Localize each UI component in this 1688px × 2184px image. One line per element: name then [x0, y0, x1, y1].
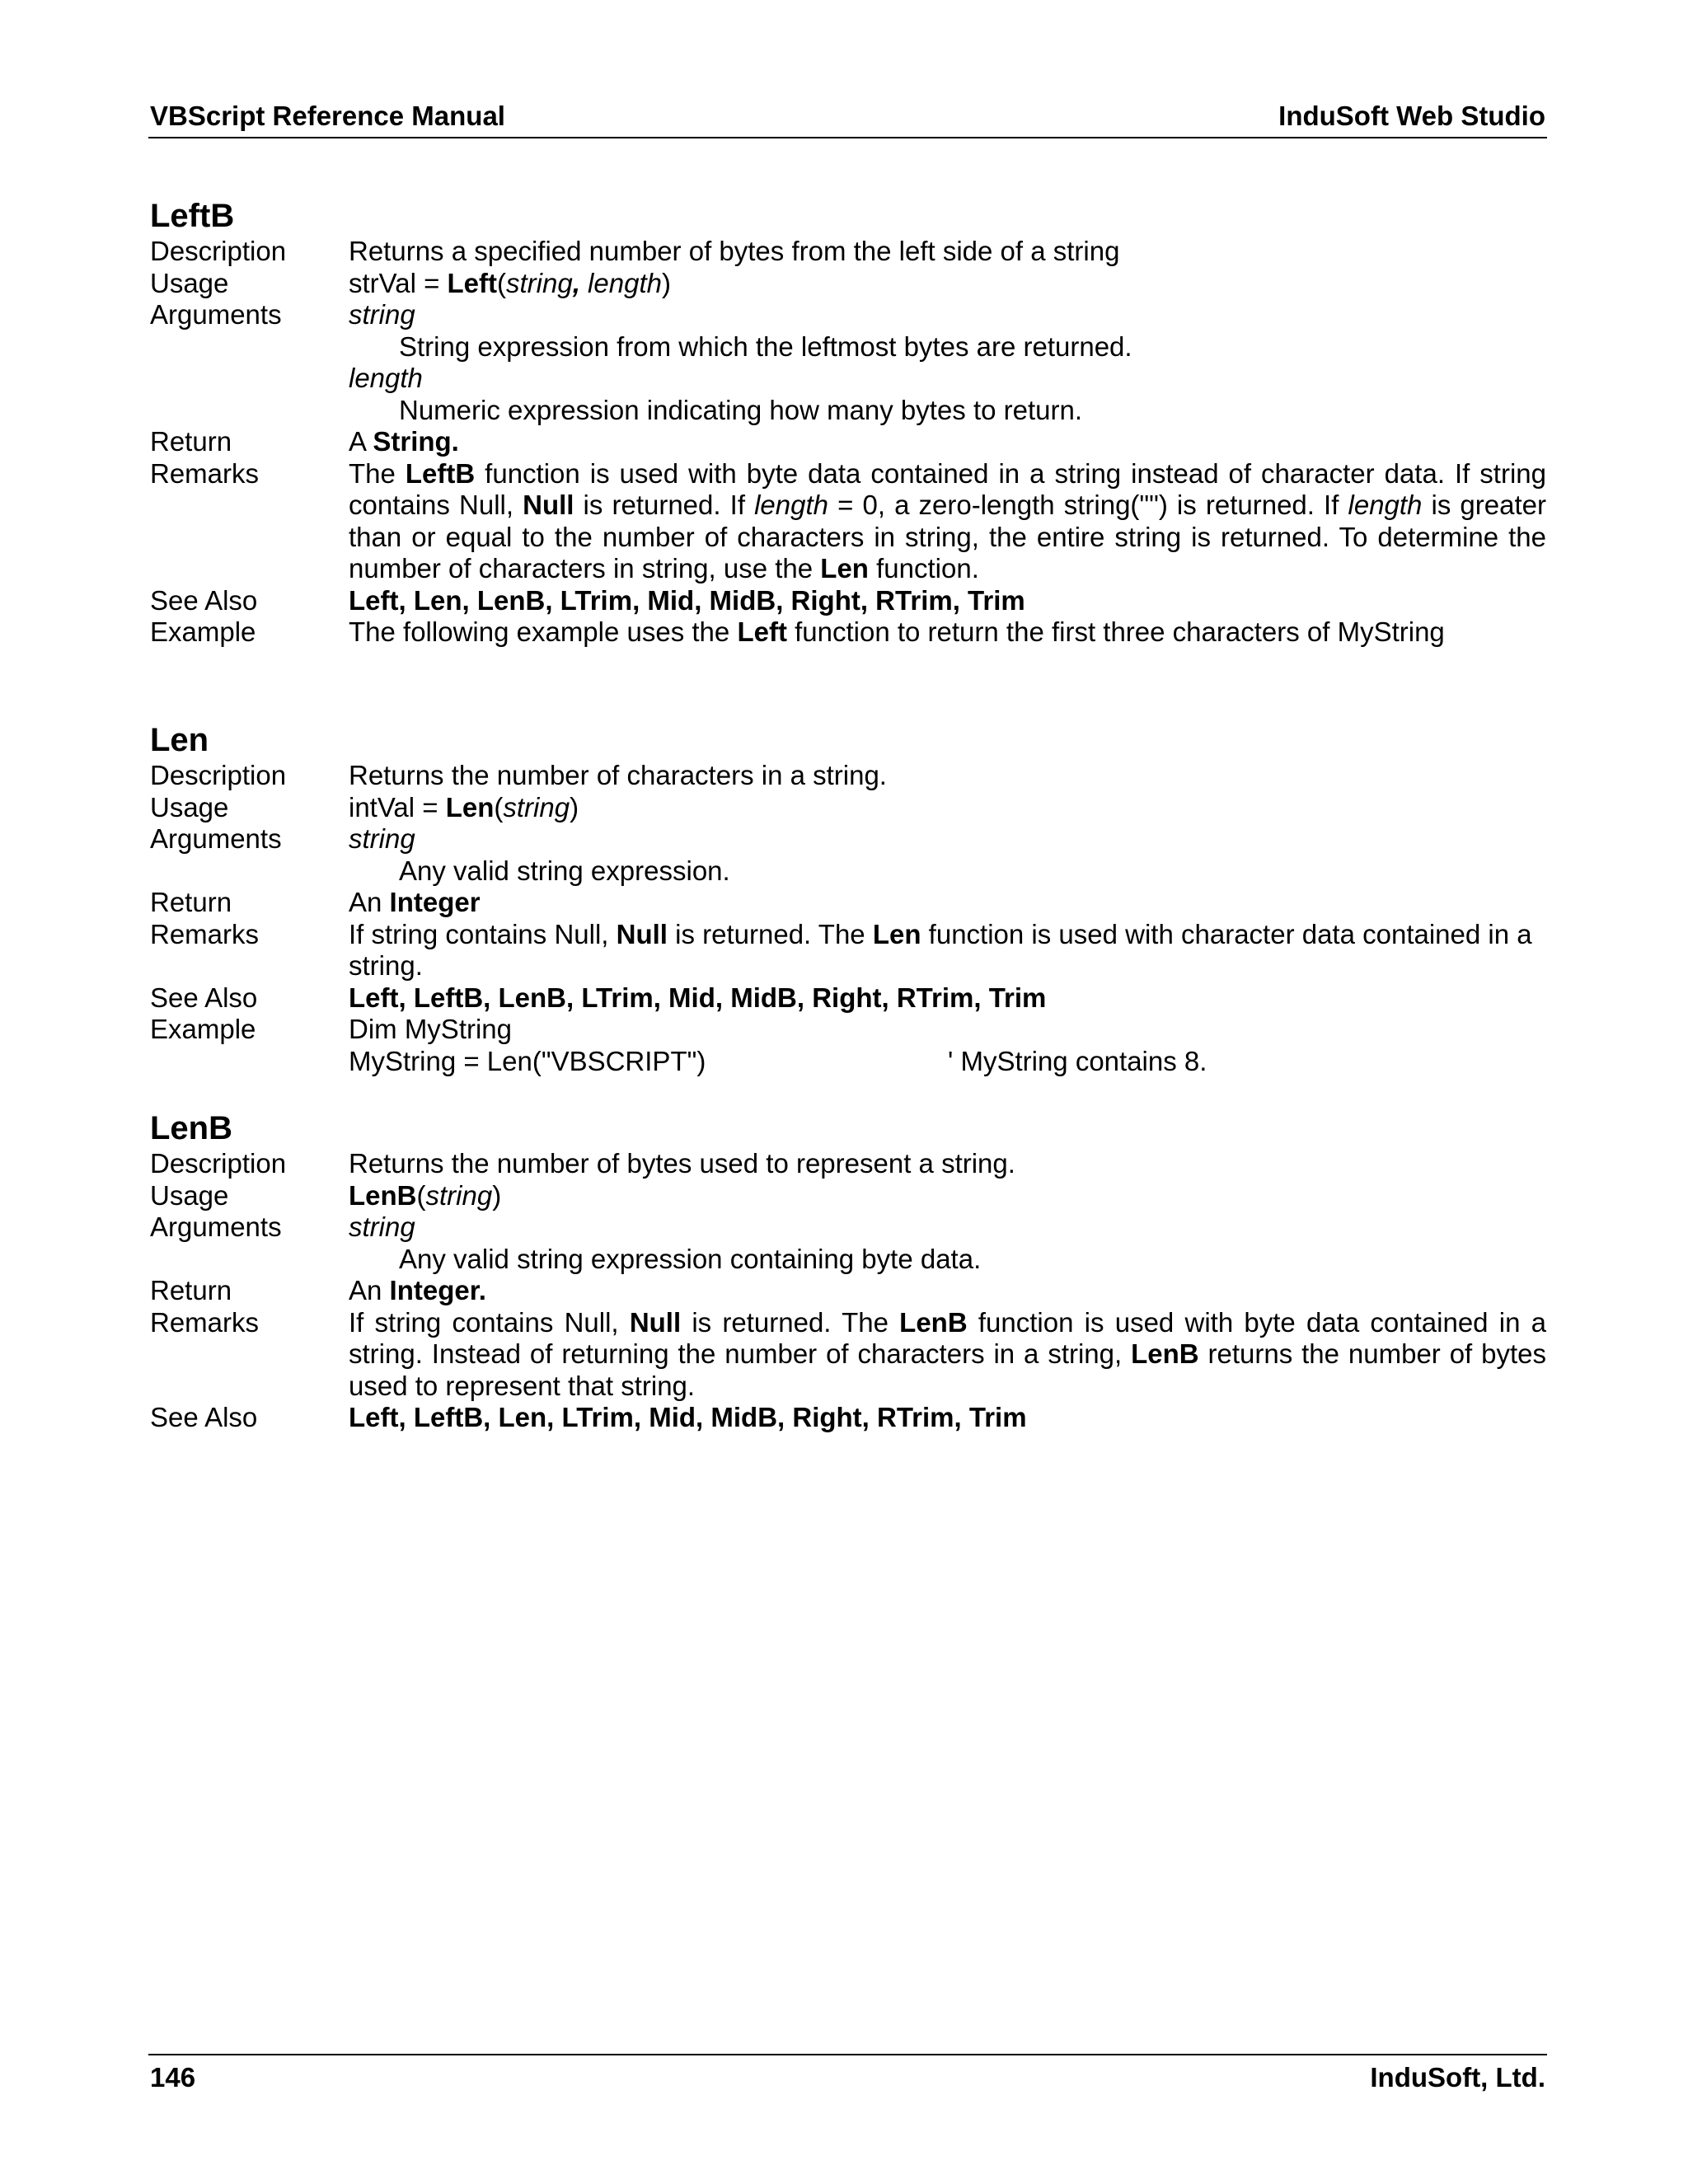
see-also-row: [150, 585, 1546, 617]
see-also-row: [150, 1402, 1546, 1434]
page-header: [148, 97, 1547, 138]
page-number: 146: [150, 2062, 196, 2093]
argument-description: Numeric expression indicating how many bytes to return.: [399, 394, 1083, 425]
return-row: [150, 887, 1546, 919]
argument-name: string: [349, 1212, 415, 1242]
argument-description: Any valid string expression.: [399, 855, 730, 886]
remarks-text: If string contains Null, Null is returned. The Len function is used with character data contained in a string.: [349, 918, 1532, 981]
description-text: Returns the number of characters in a string.: [349, 760, 887, 790]
header-product-name: InduSoft Web Studio: [1278, 101, 1545, 131]
arguments-row: [150, 299, 1546, 426]
section-lenb: [150, 1108, 1546, 1434]
usage-text: intVal = Len(string): [349, 791, 579, 823]
example-code: [349, 1014, 1546, 1077]
field-label: Remarks: [150, 457, 260, 489]
description-text: Returns the number of bytes used to represent a string.: [349, 1148, 1015, 1179]
field-label: Description: [150, 760, 287, 790]
arguments-row: [150, 1212, 1546, 1275]
code-line: [349, 1046, 1546, 1078]
return-text: An Integer: [349, 887, 481, 917]
field-label: See Also: [150, 982, 258, 1013]
argument-name: string: [349, 823, 415, 854]
field-label: Arguments: [150, 299, 282, 330]
return-text: An Integer.: [349, 1275, 486, 1305]
usage-text: LenB(string): [349, 1179, 502, 1211]
description-row: [150, 760, 1546, 792]
field-label: Description: [150, 236, 287, 266]
footer-company: InduSoft, Ltd.: [1370, 2062, 1545, 2093]
section-len: [150, 720, 1546, 1077]
argument-name: string: [349, 299, 415, 330]
usage-row: [150, 1180, 1546, 1212]
field-label: Usage: [150, 791, 229, 823]
remarks-row: [150, 919, 1546, 982]
code-statement: MyString = Len("VBSCRIPT"): [349, 1045, 706, 1076]
page-footer: [148, 2054, 1547, 2093]
see-also-links: Left, LeftB, LenB, LTrim, Mid, MidB, Right, RTrim, Trim: [349, 982, 1047, 1013]
argument-description: String expression from which the leftmost bytes are returned.: [399, 330, 1132, 362]
field-label: See Also: [150, 1402, 258, 1432]
code-comment: ' MyString contains 8.: [948, 1045, 1207, 1076]
remarks-row: [150, 458, 1546, 585]
arguments-row: [150, 823, 1546, 887]
field-label: Usage: [150, 1179, 229, 1211]
remarks-text: The LeftB function is used with byte data contained in a string instead of character data. If string contains Null, Null is returned. If length = 0, a zero-length string("") is returned. If length is greater than or equal to the number of characters in string, the entire string is returned. To determine the number of characters in string, use the Len function.: [349, 457, 1546, 583]
usage-row: [150, 268, 1546, 300]
example-row: [150, 1014, 1546, 1077]
return-row: [150, 426, 1546, 458]
argument-description: Any valid string expression containing byte data.: [399, 1243, 982, 1274]
description-row: [150, 1148, 1546, 1180]
description-text: Returns a specified number of bytes from the left side of a string: [349, 236, 1120, 266]
field-label: Remarks: [150, 918, 260, 949]
field-label: Example: [150, 1014, 256, 1044]
see-also-links: Left, Len, LenB, LTrim, Mid, MidB, Right, RTrim, Trim: [349, 584, 1025, 616]
arguments-list: [349, 823, 1546, 887]
return-row: [150, 1275, 1546, 1307]
remarks-text: If string contains Null, Null is returned. The LenB function is used with byte data contained in a string. Instead of returning the number of characters in a string, LenB returns the number of bytes used to represent that string.: [349, 1306, 1546, 1401]
section-title: LenB: [150, 1110, 232, 1146]
see-also-links: Left, LeftB, Len, LTrim, Mid, MidB, Right, RTrim, Trim: [349, 1402, 1027, 1432]
header-manual-title: VBScript Reference Manual: [150, 101, 505, 131]
usage-text: strVal = Left(string, length): [349, 267, 671, 298]
arguments-list: [349, 299, 1546, 426]
argument-name: length: [349, 363, 423, 393]
field-label: Usage: [150, 267, 229, 298]
example-row: [150, 616, 1546, 649]
field-label: Remarks: [150, 1306, 260, 1338]
description-row: [150, 236, 1546, 268]
section-leftb: [150, 196, 1546, 649]
section-title: LeftB: [150, 198, 235, 234]
field-label: Return: [150, 426, 232, 457]
field-label: Return: [150, 887, 232, 917]
field-label: Arguments: [150, 1212, 282, 1242]
usage-row: [150, 792, 1546, 824]
code-line: Dim MyString: [349, 1014, 513, 1044]
field-label: Return: [150, 1275, 232, 1305]
return-text: A String.: [349, 426, 459, 457]
field-label: Arguments: [150, 823, 282, 854]
remarks-row: [150, 1307, 1546, 1403]
field-label: Example: [150, 616, 256, 647]
section-title: Len: [150, 722, 209, 758]
arguments-list: [349, 1212, 1546, 1275]
field-label: Description: [150, 1148, 287, 1179]
example-text: The following example uses the Left function to return the first three characters of MyString: [349, 616, 1445, 647]
field-label: See Also: [150, 584, 258, 616]
see-also-row: [150, 982, 1546, 1015]
